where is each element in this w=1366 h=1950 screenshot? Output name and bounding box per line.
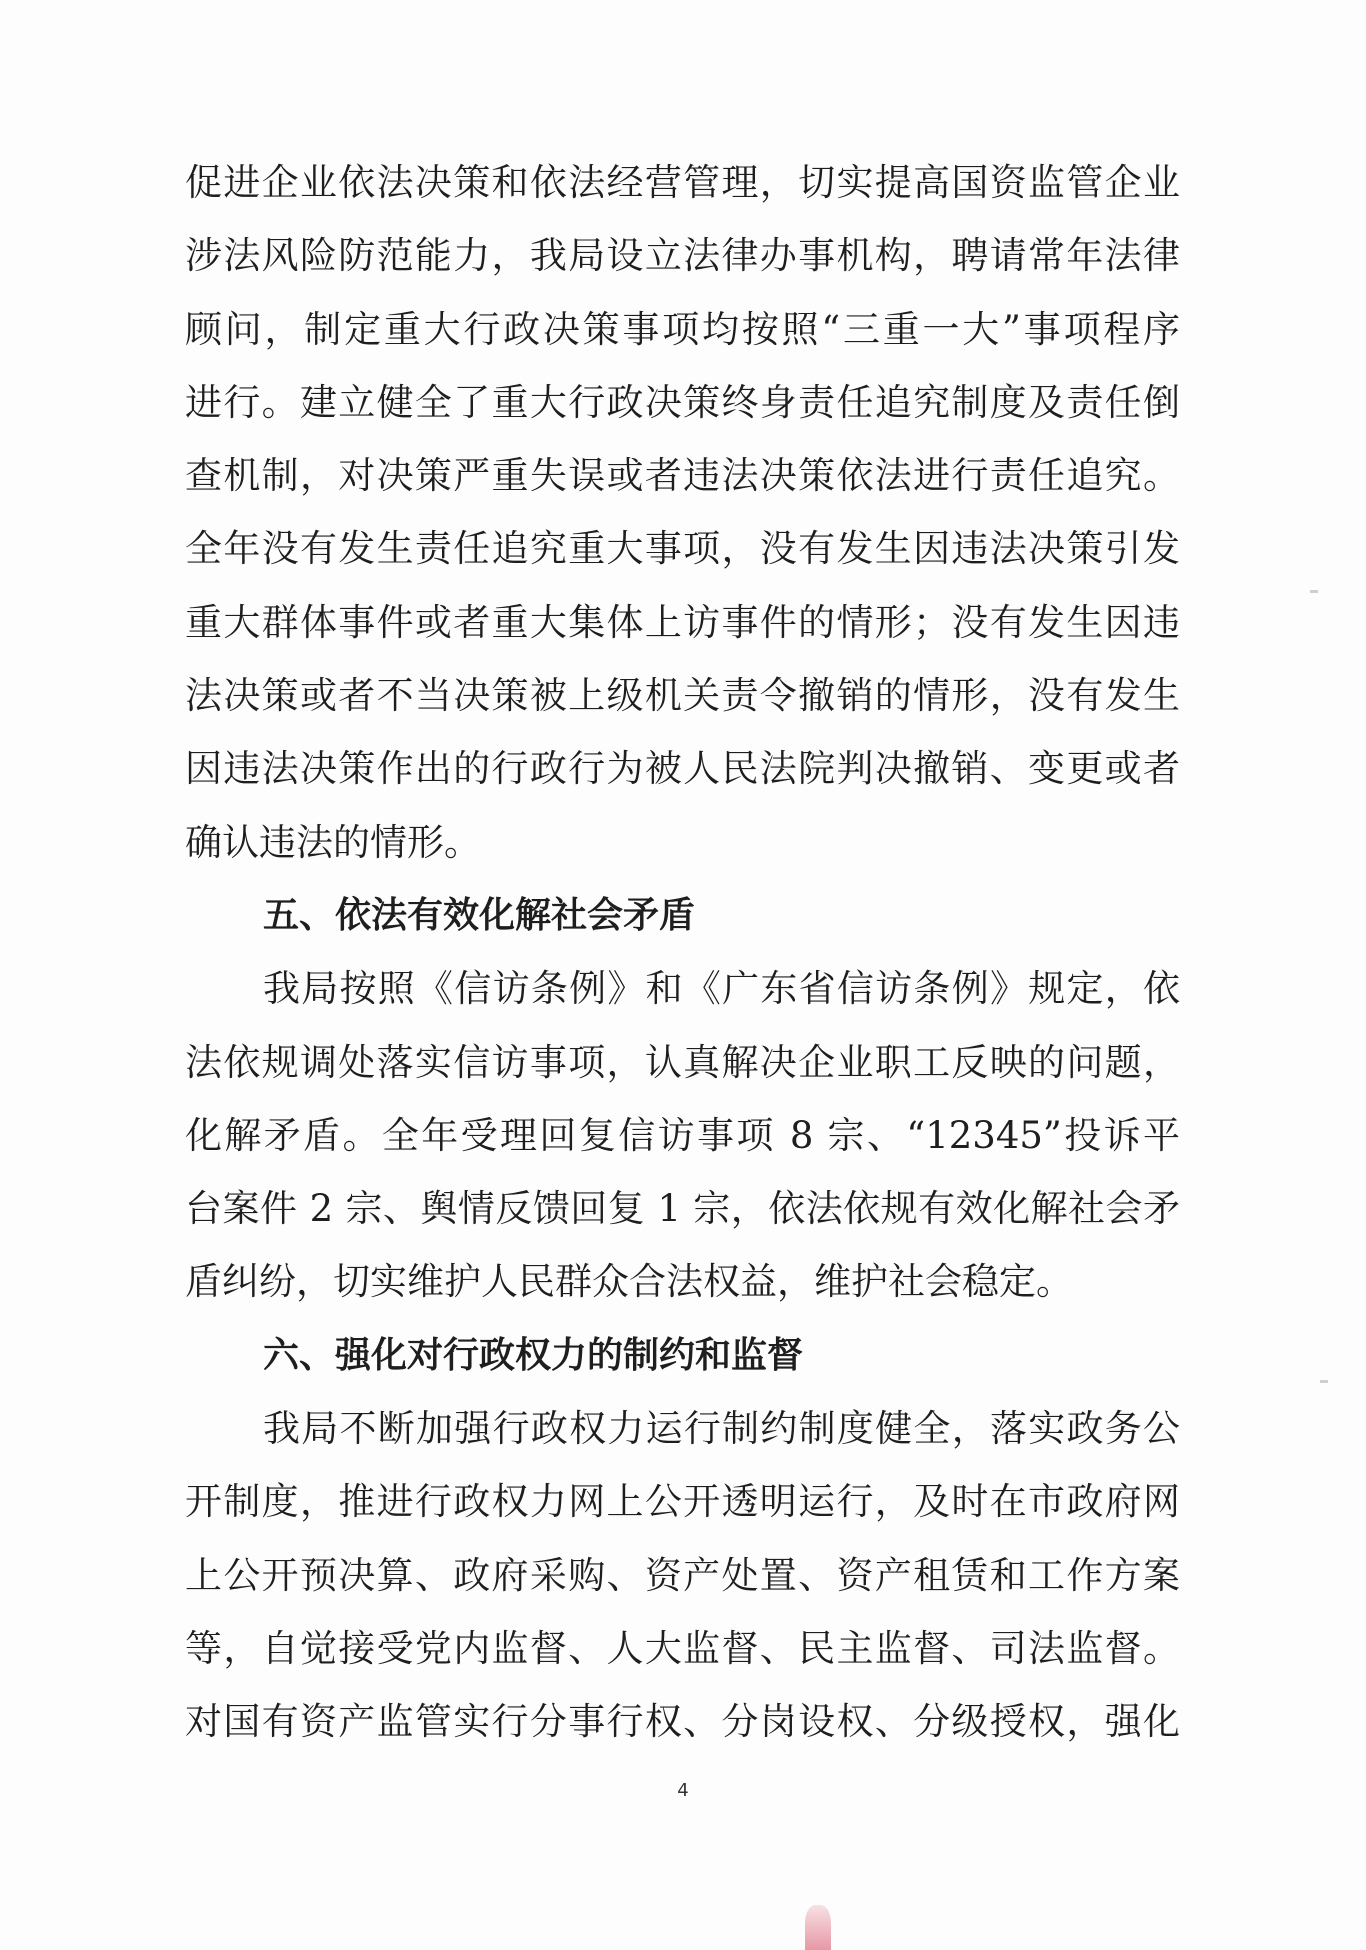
paragraph-line: 查机制，对决策严重失误或者违法决策依法进行责任追究。: [185, 454, 1180, 498]
paragraph-line: 等，自觉接受党内监督、人大监督、民主监督、司法监督。: [185, 1626, 1180, 1670]
paragraph-line: 促进企业依法决策和依法经营管理，切实提高国资监管企业: [185, 161, 1180, 204]
paragraph-line: 确认违法的情形。: [185, 820, 481, 864]
page-number: 4: [677, 1780, 689, 1801]
section-heading: 六、强化对行政权力的制约和监督: [263, 1334, 804, 1376]
paragraph-line: 化解矛盾。全年受理回复信访事项 8 宗、“12345”投诉平: [185, 1113, 1180, 1157]
paragraph-line: 全年没有发生责任追究重大事项，没有发生因违法决策引发: [185, 527, 1180, 571]
paragraph-line: 对国有资产监管实行分事行权、分岗设权、分级授权，强化: [185, 1700, 1180, 1744]
document-body: [185, 146, 1180, 1759]
seal-stamp-fragment: [805, 1905, 831, 1950]
paragraph-line: 我局不断加强行政权力运行制约制度健全，落实政务公: [263, 1407, 1180, 1451]
paragraph-line: 法决策或者不当决策被上级机关责令撤销的情形，没有发生: [185, 674, 1180, 718]
paragraph-line: 因违法决策作出的行政行为被人民法院判决撤销、变更或者: [185, 747, 1180, 791]
paragraph-line: 我局按照《信访条例》和《广东省信访条例》规定，依: [263, 967, 1180, 1011]
scan-speck: [1310, 590, 1318, 593]
paragraph-line: 重大群体事件或者重大集体上访事件的情形；没有发生因违: [185, 600, 1180, 644]
paragraph-line: 台案件 2 宗、舆情反馈回复 1 宗，依法依规有效化解社会矛: [185, 1187, 1180, 1231]
paragraph-line: 法依规调处落实信访事项，认真解决企业职工反映的问题，: [185, 1040, 1180, 1084]
paragraph-line: 涉法风险防范能力，我局设立法律办事机构，聘请常年法律: [185, 234, 1180, 278]
paragraph-line: 顾问，制定重大行政决策事项均按照“三重一大”事项程序: [185, 307, 1180, 351]
paragraph-line: 盾纠纷，切实维护人民群众合法权益，维护社会稳定。: [185, 1260, 1073, 1304]
section-heading: 五、依法有效化解社会矛盾: [263, 894, 696, 936]
paragraph-line: 上公开预决算、政府采购、资产处置、资产租赁和工作方案: [185, 1553, 1180, 1597]
scan-speck: [1320, 1380, 1328, 1383]
paragraph-line: 开制度，推进行政权力网上公开透明运行，及时在市政府网: [185, 1480, 1180, 1524]
paragraph-line: 进行。建立健全了重大行政决策终身责任追究制度及责任倒: [185, 380, 1180, 424]
